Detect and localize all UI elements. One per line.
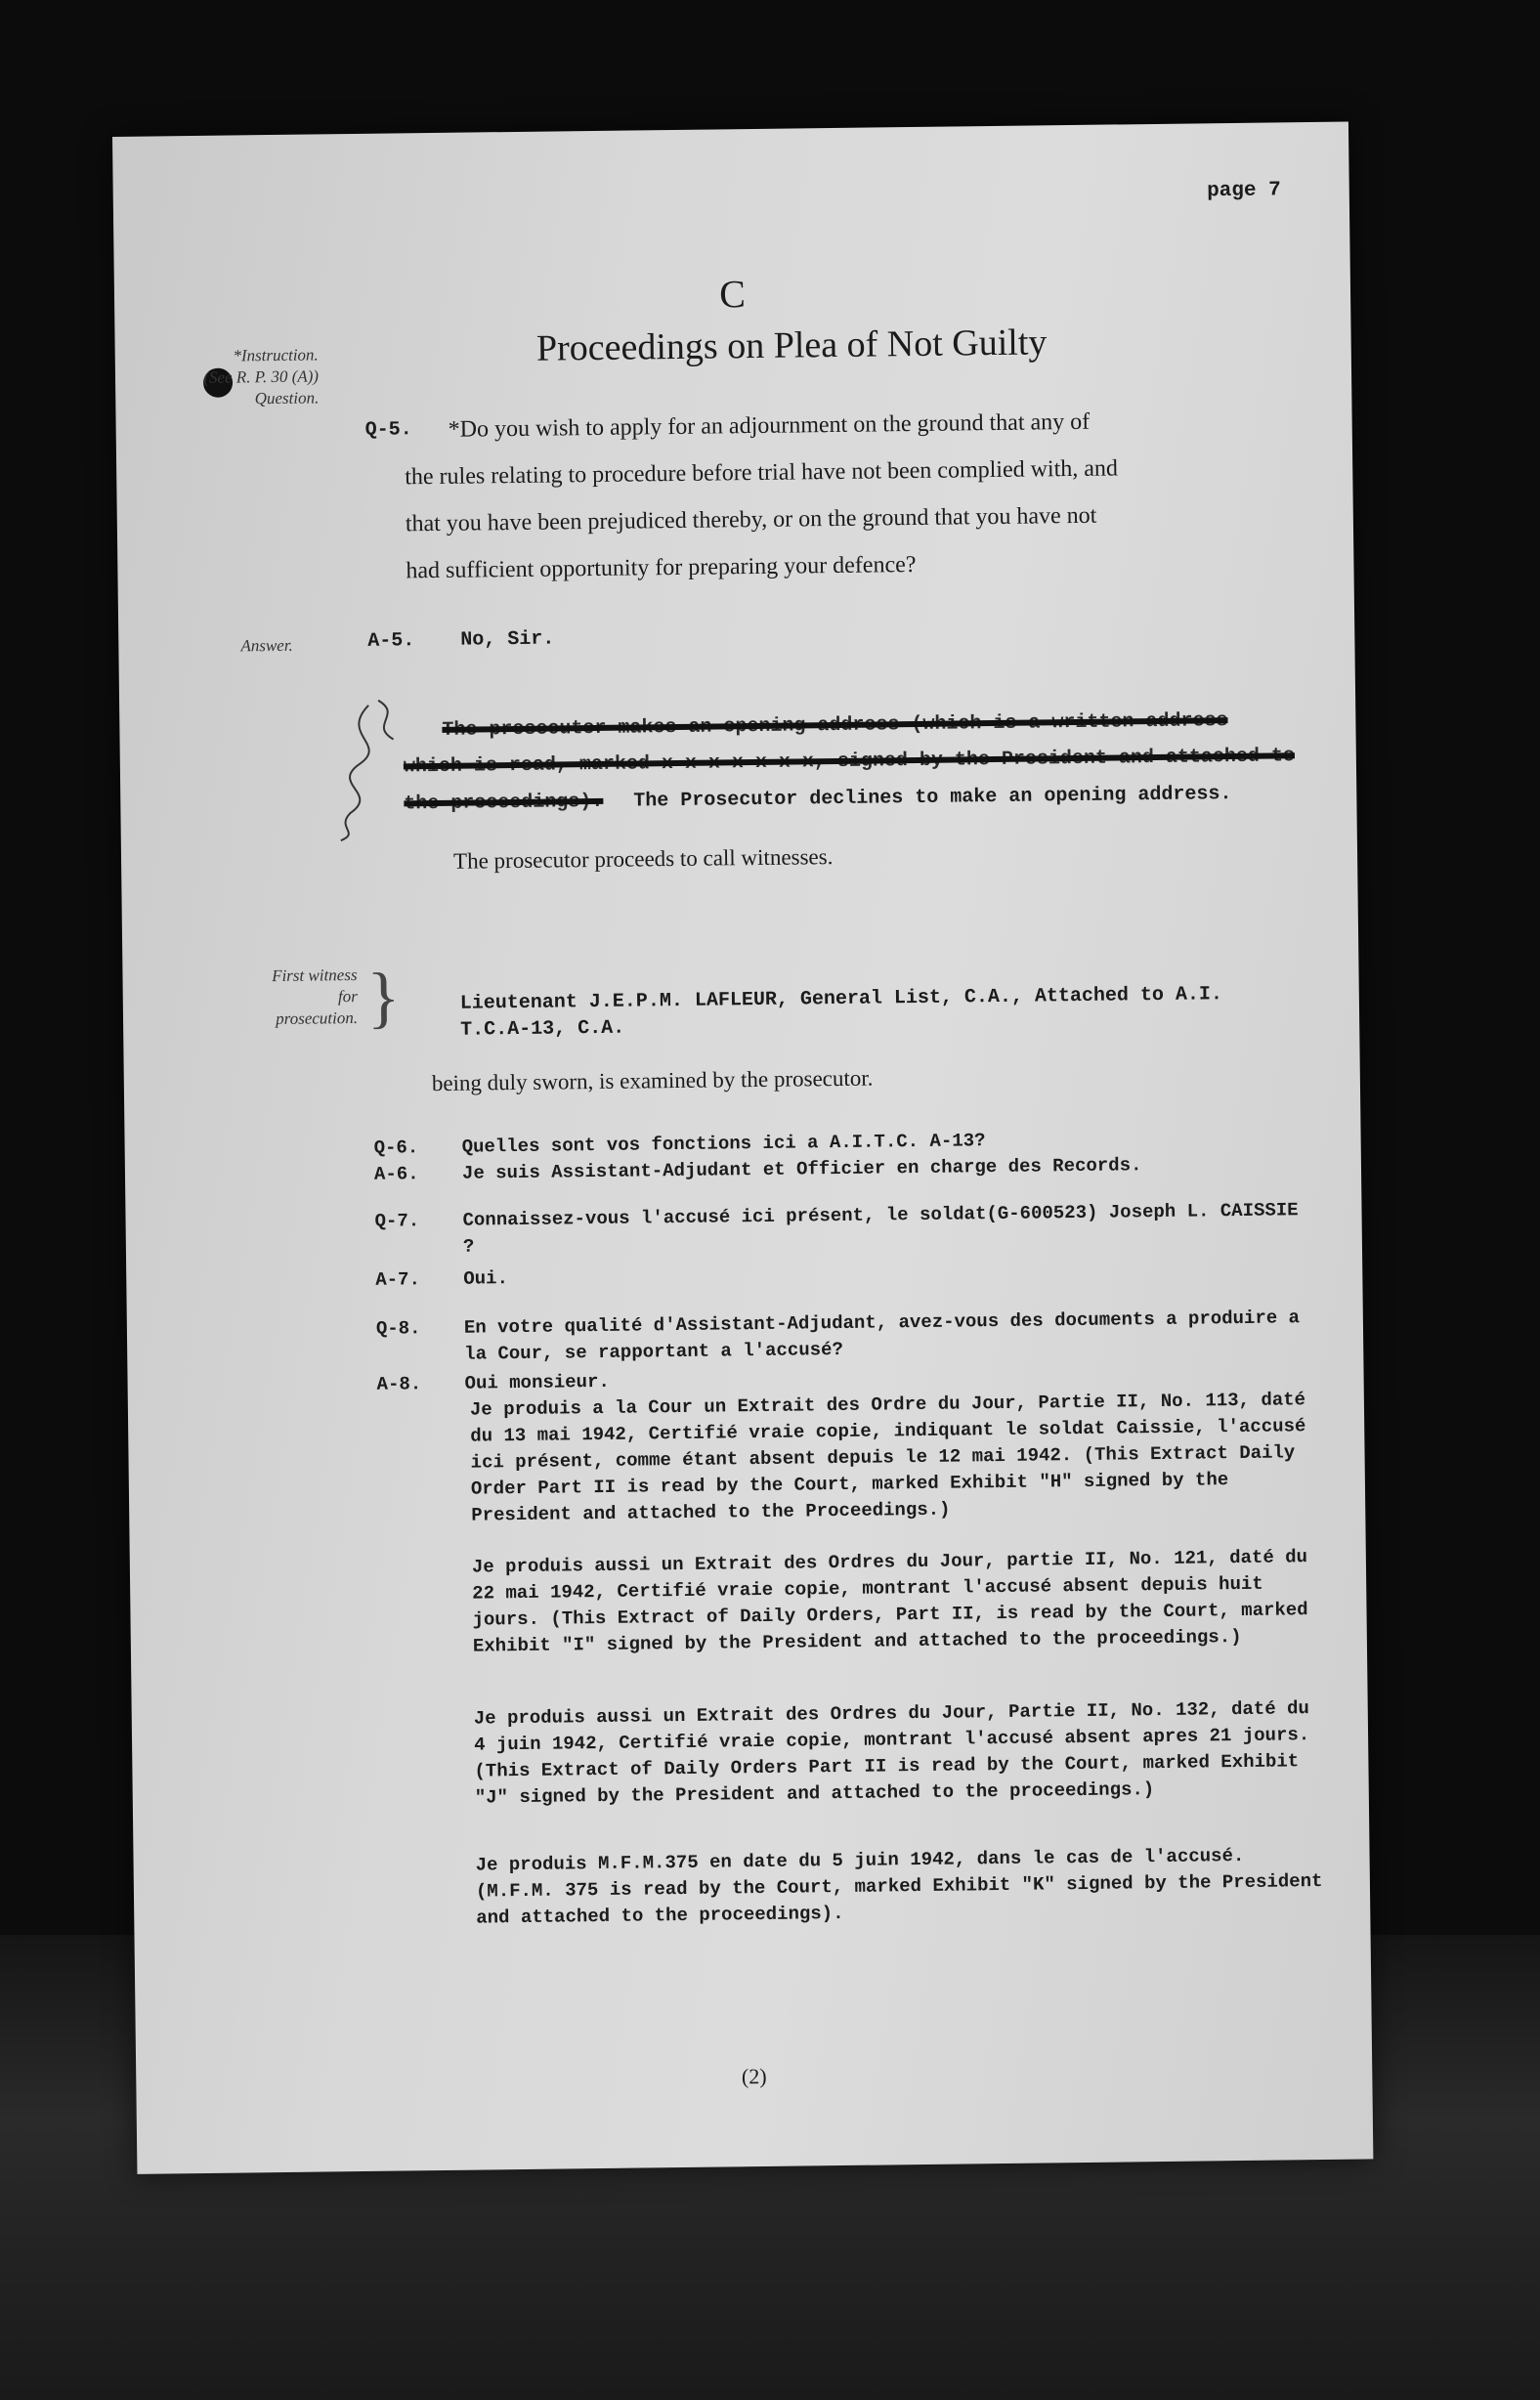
page-title: Proceedings on Plea of Not Guilty [535,321,1048,369]
exhibit-paragraph: Je produis M.F.M.375 en date du 5 juin 1942, dans le cas de l'accusé. (M.F.M. 375 is read by the Court, marked Exhibit "K" signed by the President and attached to the proceedings). [475,1844,1323,1929]
qa-row: Q-8. En votre qualité d'Assistant-Adjudant, avez-vous des documents a produire a la Cour, se rapportant a l'accusé? [375,1307,1301,1365]
document-page [112,122,1373,2174]
qa-row: A-6. Je suis Assistant-Adjudant et Officier en charge des Records. [373,1154,1142,1185]
question-5-text: *Do you wish to apply for an adjournment on the ground that any of the rules relating to procedure before trial have not been complied with, and that you have been prejudiced thereby, or on the ground that you have not had sufficient opportunity for preparing your defence? [405,408,1119,584]
margin-note-first-witness: First witness for prosecution. [272,965,359,1029]
witness-name: Lieutenant J.E.P.M. LAFLEUR, General List, C.A., Attached to A.I. T.C.A-13, C.A. [459,983,1223,1042]
struck-line-1: The prosecutor makes an opening address (which is a written address [442,709,1228,742]
page-number-label: page 7 [1207,179,1281,203]
qa-row: Q-6. Quelles sont vos fonctions ici a A.I.T.C. A-13? [373,1130,986,1159]
prosecutor-declines-text: The Prosecutor declines to make an opening address. [633,783,1232,813]
prosecutor-proceeds-text: The prosecutor proceeds to call witnesses. [452,844,834,874]
question-5-label: Q-5. [364,418,412,442]
answer-5-label: A-5. [367,629,415,653]
qa-row: Q-7. Connaissez-vous l'accusé ici présent, le soldat(G-600523) Joseph L. CAISSIE ? [374,1199,1299,1258]
struck-line-3: the proceedings). [404,790,604,816]
exhibit-paragraph: Je produis aussi un Extrait des Ordres du Jour, partie II, No. 121, daté du 22 mai 1942, Certifié vraie copie, montrant l'accusé absent depuis huit jours. (This Extract of Daily Orders, Part II, is read by the Court, marked Exhibit "I" signed by the President and attached to the proceedings.) [471,1546,1308,1657]
exhibit-paragraph: Je produis aussi un Extrait des Ordres du Jour, Partie II, No. 132, daté du 4 juin 1942, Certifié vraie copie, montrant l'accusé absent apres 21 jours. (This Extract of Daily Orders Part II is read by the Court, marked Exhibit "J" signed by the President and attached to the proceedings.) [473,1697,1310,1809]
margin-brace: } [366,960,401,1036]
qa-row: A-7. Oui. [375,1267,509,1291]
exhibit-paragraph: Je produis a la Cour un Extrait des Ordre du Jour, Partie II, No. 113, daté du 13 mai 1942, Certifié vraie copie, indiquant le soldat Caissie, l'accusé ici présent, comme étant absent depuis le 12 mai 1942. (This Extract Daily Order Part II is read by the Court, marked Exhibit "H" signed by the President and attached to the Proceedings.) [469,1389,1306,1526]
answer-5-text: No, Sir. [460,627,555,652]
footer-page-number: (2) [741,2063,767,2089]
margin-note-answer: Answer. [240,635,293,656]
sworn-text: being duly sworn, is examined by the prosecutor. [431,1065,874,1096]
section-letter: C [718,272,747,317]
struck-line-2: which is read, marked x x x x x x x, signed by the President and attached to [403,745,1296,779]
margin-note-instruction: *Instruction. (See R. P. 30 (A)) Question. [203,345,320,408]
qa-row: A-8. Oui monsieur. [376,1370,610,1395]
